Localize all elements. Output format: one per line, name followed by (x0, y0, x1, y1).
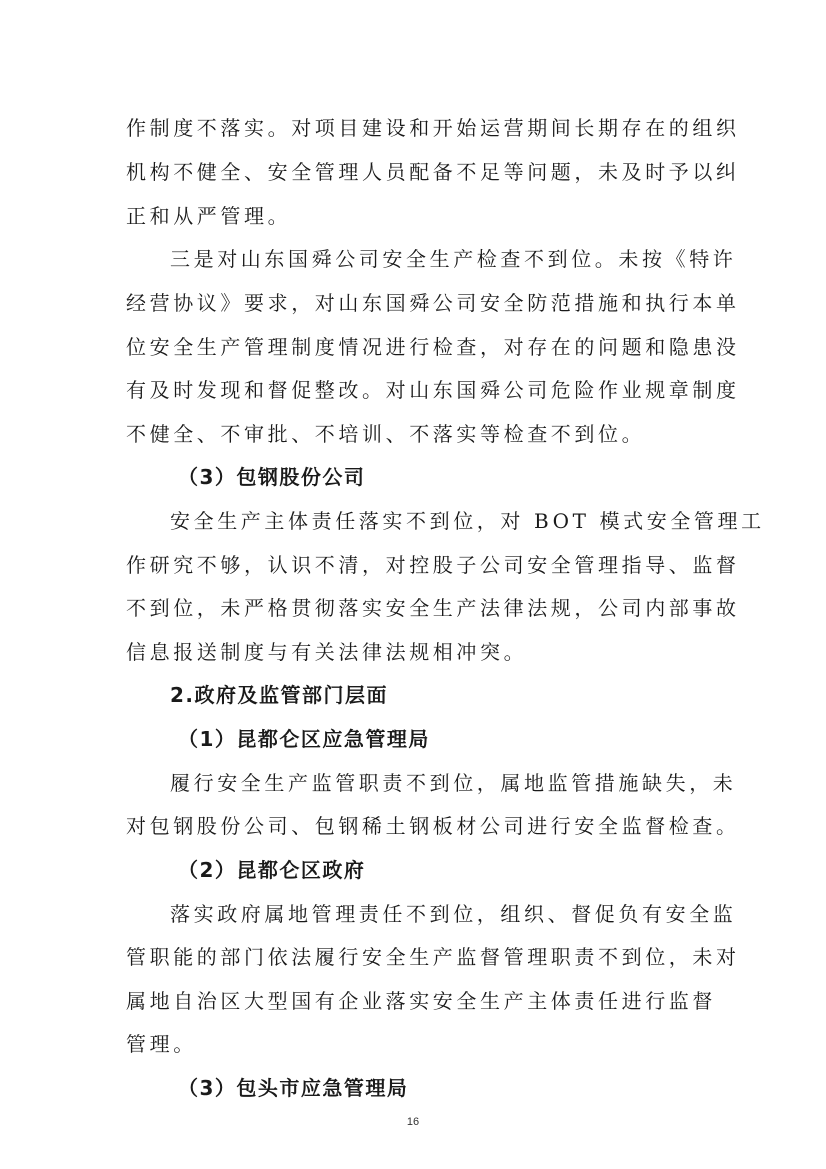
paragraph-start: 三是对山东国舜公司安全生产检查不到位。未按《特许 (170, 247, 737, 271)
body-text-line: 信息报送制度与有关法律法规相冲突。 (126, 640, 528, 664)
paragraph-start: 安全生产主体责任落实不到位，对 BOT 模式安全管理工 (170, 509, 765, 533)
body-text-line: 位安全生产管理制度情况进行检查，对存在的问题和隐患没 (126, 335, 740, 359)
paragraph-start: 履行安全生产监管职责不到位，属地监管措施缺失，未 (170, 771, 737, 795)
paragraph-start: 落实政府属地管理责任不到位，组织、督促负有安全监 (170, 902, 737, 926)
body-text-line: 作制度不落实。对项目建设和开始运营期间长期存在的组织 (126, 116, 740, 140)
subsection-heading: （3）包钢股份公司 (178, 465, 366, 489)
body-text-line: 管理。 (126, 1032, 197, 1056)
section-heading: 2.政府及监管部门层面 (170, 683, 389, 707)
body-text-line: 正和从严管理。 (126, 204, 292, 228)
subsection-heading: （2）昆都仑区政府 (178, 858, 366, 882)
body-text-line: 经营协议》要求，对山东国舜公司安全防范措施和执行本单 (126, 291, 740, 315)
body-text-line: 作研究不够，认识不清，对控股子公司安全管理指导、监督 (126, 553, 740, 577)
body-text-line: 不到位，未严格贯彻落实安全生产法律法规，公司内部事故 (126, 596, 740, 620)
subsection-heading: （1）昆都仑区应急管理局 (178, 727, 430, 751)
subsection-heading: （3）包头市应急管理局 (178, 1076, 409, 1100)
body-text-line: 不健全、不审批、不培训、不落实等检查不到位。 (126, 422, 646, 446)
body-text-line: 有及时发现和督促整改。对山东国舜公司危险作业规章制度 (126, 378, 740, 402)
body-text-line: 管职能的部门依法履行安全生产监督管理职责不到位，未对 (126, 945, 740, 969)
body-text-line: 机构不健全、安全管理人员配备不足等问题，未及时予以纠 (126, 160, 740, 184)
body-text-line: 对包钢股份公司、包钢稀土钢板材公司进行安全监督检查。 (126, 814, 740, 838)
page-number: 16 (406, 1116, 420, 1128)
body-text-line: 属地自治区大型国有企业落实安全生产主体责任进行监督 (126, 989, 716, 1013)
